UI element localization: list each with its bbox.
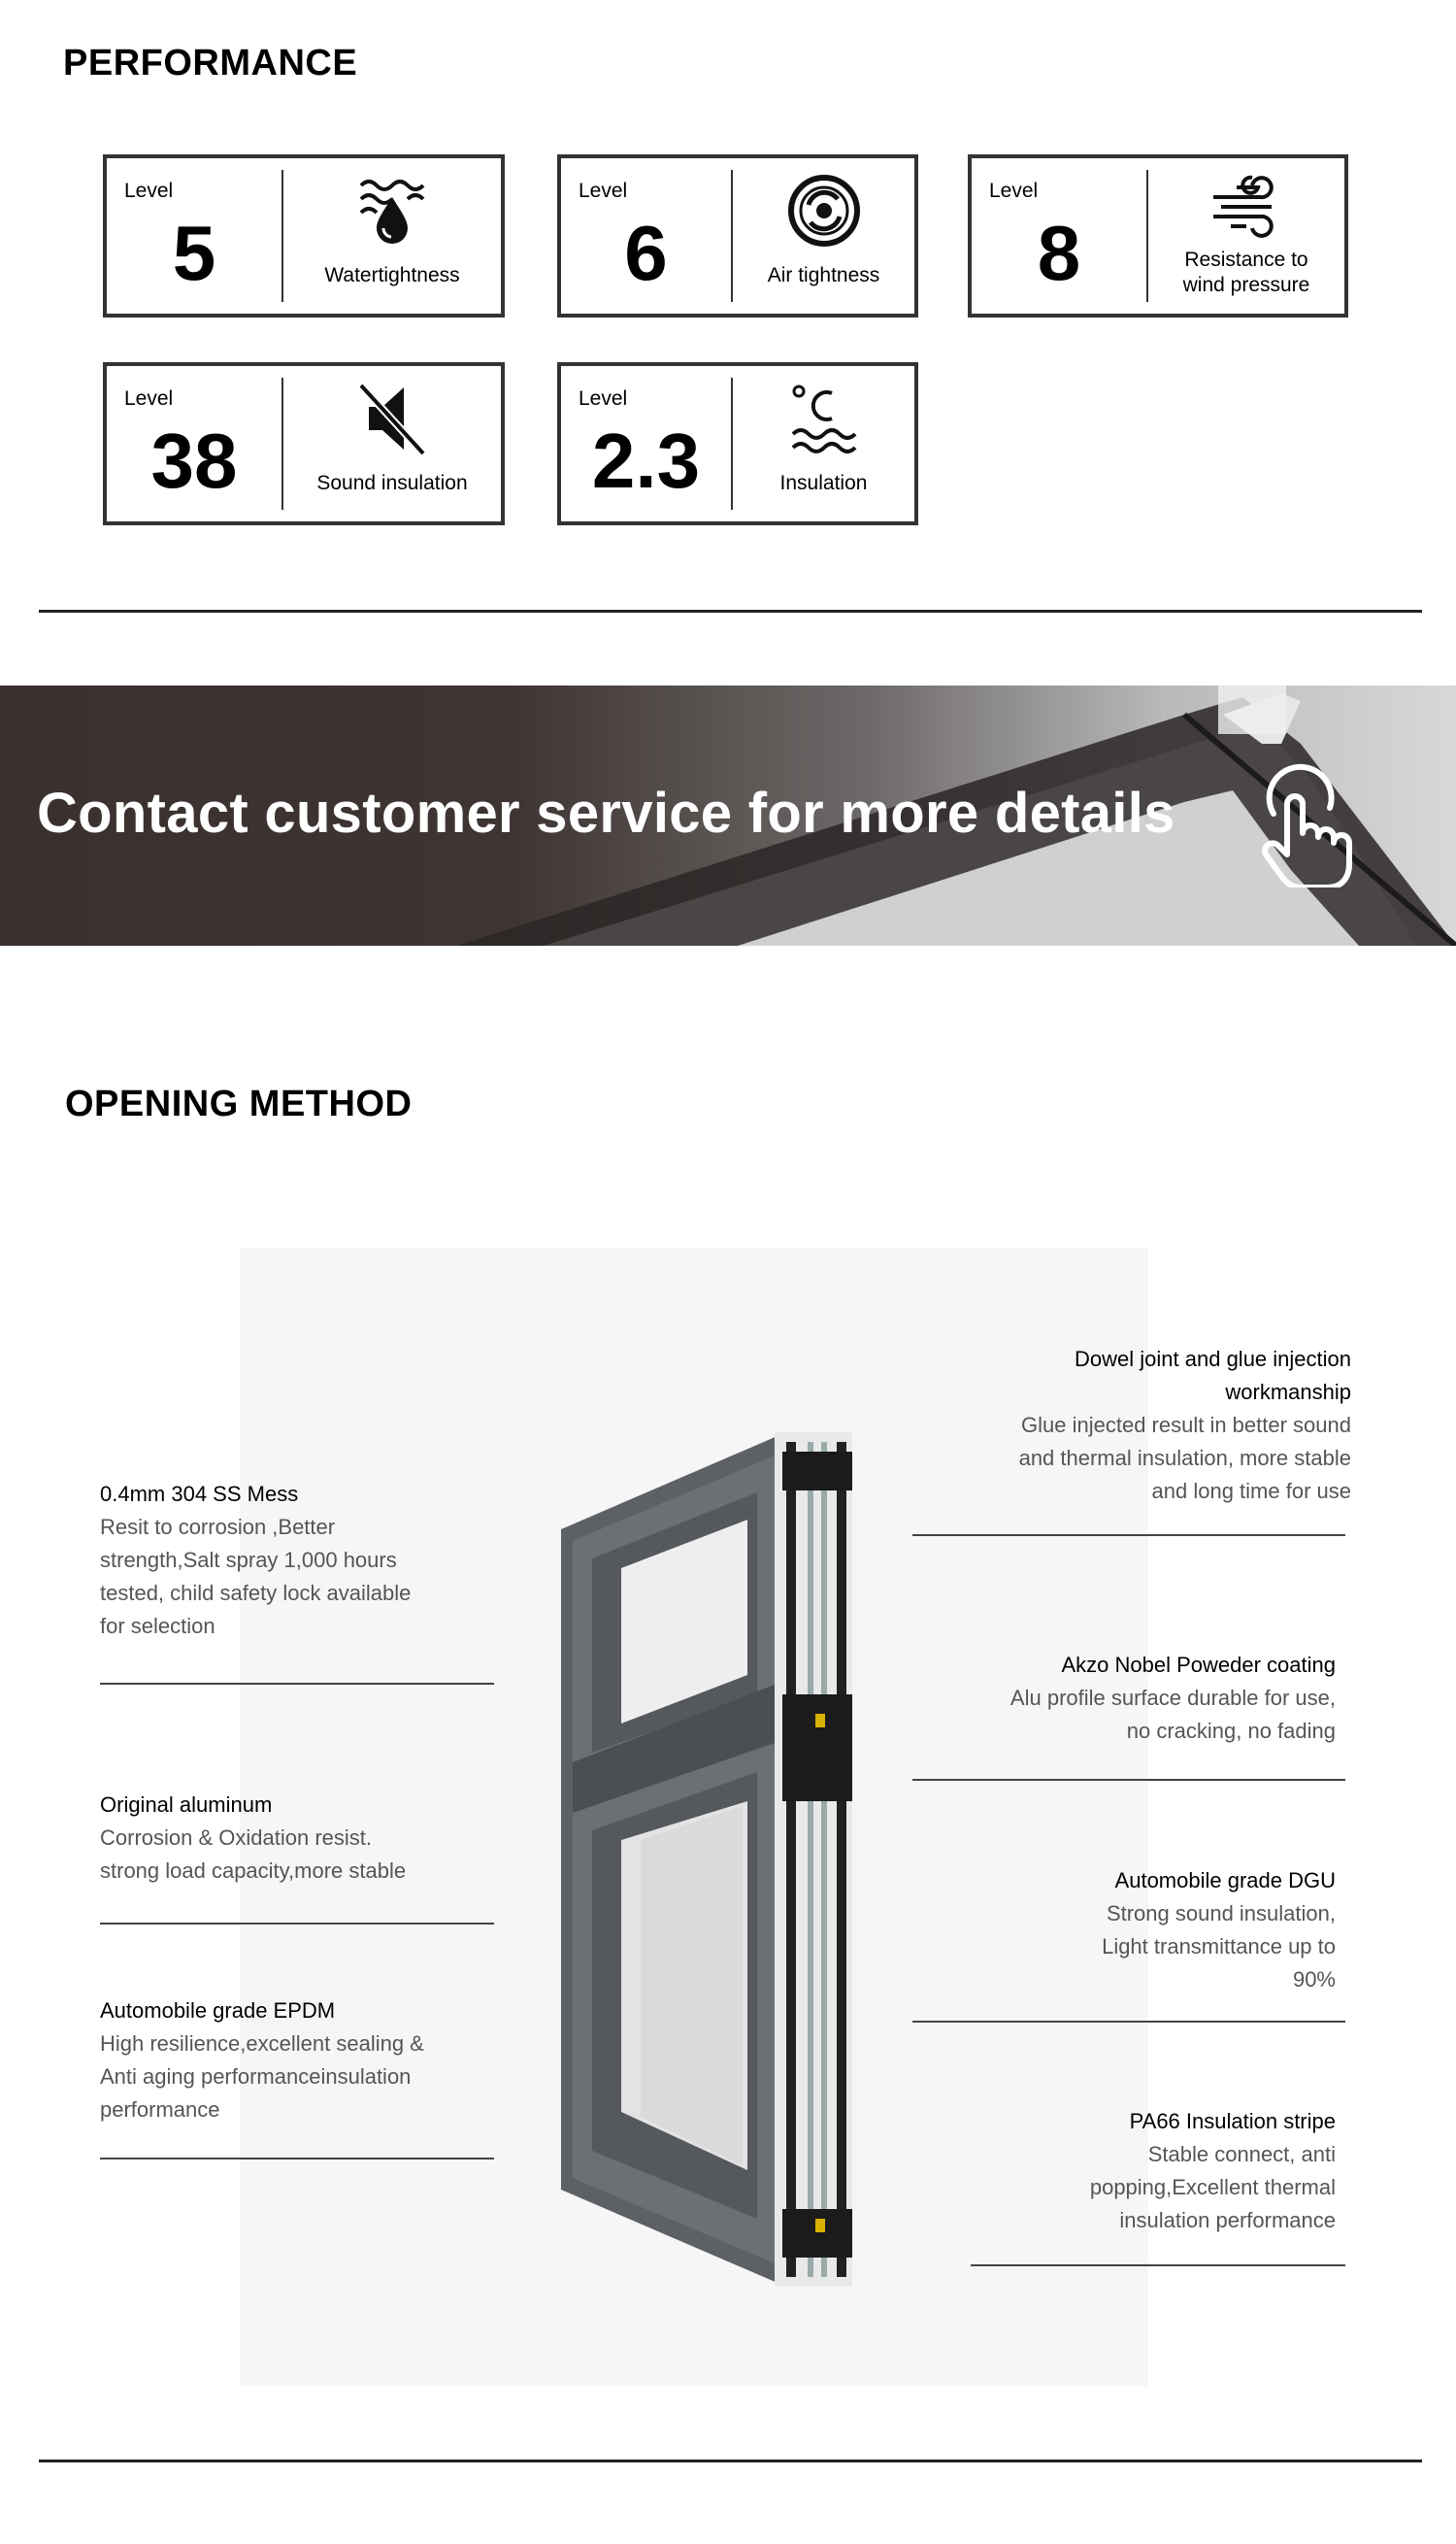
- feature-underline: [912, 1534, 1345, 1536]
- feature-desc-line: and long time for use: [1151, 1479, 1351, 1503]
- level-value: 6: [624, 210, 668, 296]
- feature-title: Dowel joint and glue injection: [1075, 1347, 1351, 1371]
- section-divider: [39, 610, 1422, 613]
- performance-card-watertightness: [103, 154, 505, 318]
- feature-title: Automobile grade DGU: [1114, 1868, 1336, 1892]
- feature-desc-line: High resilience,excellent sealing &: [100, 2031, 424, 2056]
- feature-title: 0.4mm 304 SS Mess: [100, 1482, 299, 1506]
- feature-desc-line: Anti aging performanceinsulation: [100, 2064, 412, 2089]
- feature-underline: [971, 2264, 1345, 2266]
- level-value: 38: [150, 418, 238, 504]
- feature-desc-line: tested, child safety lock available: [100, 1581, 412, 1605]
- feature-desc-line: Glue injected result in better sound: [1021, 1413, 1351, 1437]
- performance-card-wind-pressure: [968, 154, 1348, 318]
- feature-desc-line: strength,Salt spray 1,000 hours: [100, 1548, 397, 1572]
- feature-title: Akzo Nobel Poweder coating: [1061, 1653, 1336, 1677]
- speaker-muted-icon: [353, 380, 431, 457]
- level-label: Level: [579, 180, 628, 202]
- feature-akzo-coating: [947, 1649, 1336, 1748]
- level-value: 5: [172, 210, 216, 296]
- level-label: Level: [579, 387, 628, 410]
- feature-desc-line: Resit to corrosion ,Better: [100, 1515, 336, 1539]
- feature-desc-line: for selection: [100, 1614, 215, 1638]
- metric-label-line1: Resistance to: [1184, 249, 1308, 271]
- feature-underline: [912, 1779, 1345, 1781]
- celsius-water-icon: [785, 380, 863, 457]
- feature-underline: [100, 1683, 494, 1685]
- tap-hand-icon[interactable]: [1252, 761, 1359, 887]
- feature-desc-line: 90%: [1292, 1967, 1336, 1992]
- feature-ss-mess: [100, 1478, 488, 1643]
- performance-title: PERFORMANCE: [63, 43, 358, 84]
- water-drop-waves-icon: [353, 172, 431, 250]
- feature-desc-line: and thermal insulation, more stable: [1018, 1446, 1351, 1470]
- feature-original-aluminum: [100, 1789, 488, 1888]
- window-product-image: [553, 1432, 864, 2287]
- feature-underline: [912, 2021, 1345, 2023]
- level-value: 8: [1037, 210, 1081, 296]
- level-label: Level: [124, 387, 174, 410]
- feature-epdm: [100, 1994, 488, 2126]
- section-divider: [39, 2460, 1422, 2462]
- metric-label-line2: wind pressure: [1182, 274, 1310, 296]
- opening-method-title: OPENING METHOD: [65, 1084, 413, 1124]
- metric-label: Air tightness: [767, 264, 880, 286]
- contact-banner[interactable]: [0, 686, 1456, 946]
- banner-headline: Contact customer service for more details: [37, 782, 1175, 845]
- feature-pa66-stripe: [947, 2105, 1336, 2237]
- performance-card-air-tightness: [557, 154, 918, 318]
- metric-label: Insulation: [779, 472, 868, 494]
- feature-desc-line: Corrosion & Oxidation resist.: [100, 1825, 372, 1850]
- feature-desc-line: Strong sound insulation,: [1106, 1901, 1336, 1925]
- level-label: Level: [124, 180, 174, 202]
- feature-desc-line: performance: [100, 2097, 220, 2122]
- feature-desc-line: insulation performance: [1119, 2208, 1336, 2232]
- wind-icon: [1208, 172, 1285, 250]
- feature-dowel-joint: [961, 1343, 1351, 1508]
- feature-underline: [100, 1923, 494, 1925]
- level-value: 2.3: [591, 418, 701, 504]
- metric-label: Watertightness: [324, 264, 460, 286]
- feature-title: Original aluminum: [100, 1792, 273, 1817]
- level-label: Level: [989, 180, 1039, 202]
- performance-card-insulation: [557, 362, 918, 525]
- feature-title: Automobile grade EPDM: [100, 1998, 336, 2023]
- feature-desc-line: Alu profile surface durable for use,: [1009, 1686, 1336, 1710]
- feature-underline: [100, 2158, 494, 2159]
- feature-desc-line: no cracking, no fading: [1126, 1719, 1336, 1743]
- feature-desc-line: popping,Excellent thermal: [1089, 2175, 1336, 2199]
- feature-desc-line: Light transmittance up to: [1102, 1934, 1336, 1958]
- feature-title: workmanship: [1225, 1380, 1351, 1404]
- air-circle-icon: [785, 172, 863, 250]
- feature-dgu: [947, 1864, 1336, 1996]
- feature-title: PA66 Insulation stripe: [1129, 2109, 1336, 2133]
- performance-card-sound-insulation: [103, 362, 505, 525]
- feature-desc-line: strong load capacity,more stable: [100, 1858, 407, 1883]
- metric-label: Sound insulation: [316, 472, 468, 494]
- feature-desc-line: Stable connect, anti: [1147, 2142, 1336, 2166]
